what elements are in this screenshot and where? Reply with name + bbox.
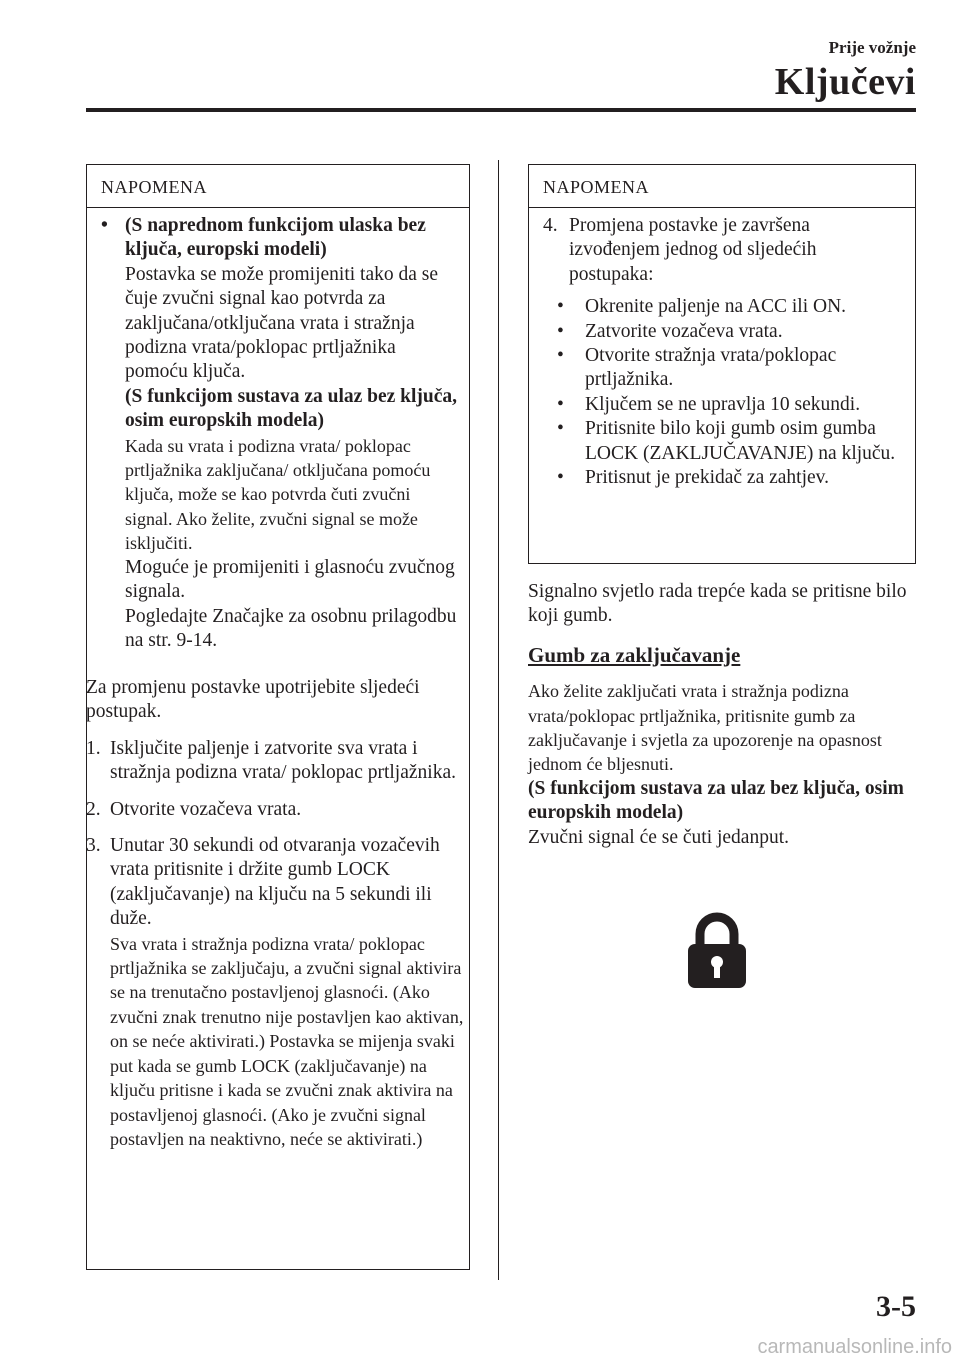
note-condition-title: (S naprednom funkcijom ulaska bez ključa, europski modeli)	[125, 215, 426, 261]
step-text: Unutar 30 sekundi od otvaranja vozačevih vrata pritisnite i držite gumb LOCK (zaključavanje) na ključu na 5 sekundi ili duže.	[110, 835, 440, 930]
step-number: 3.	[86, 835, 101, 857]
note-text-2: Kada su vrata i podizna vrata/ poklopac prtljažnika zaključana/ otključana pomoću ključa, može se kao potvrda čuti zvučni signal. Ako želite, zvučni signal se može isključiti.	[125, 435, 431, 554]
note-text-4: Pogledajte Značajke za osobnu prilagodbu na str. 9-14.	[125, 605, 457, 651]
completion-list	[543, 295, 905, 490]
procedure-step-1	[86, 737, 476, 786]
lock-condition: (S funkcijom sustava za ulaz bez ključa, osim europskih modela)	[528, 777, 904, 824]
signal-text: Signalno svjetlo rada trepće kada se pritisne bilo koji gumb.	[528, 581, 907, 627]
step-detail: Sva vrata i stražnja podizna vrata/ poklopac prtljažnika se zaključaju, a zvučni signal aktivira se na trenutačno postavljenoj glasnoći. (Ako zvučni znak trenutno nije postavljen kao aktivan, on se neće aktivirati.) Postavka se mijenja svaki put kada se gumb LOCK (zaključavanje) na ključu pritisne i kada se zvučni znak aktivira na postavljenoj glasnoći. (Ako je zvučni signal postavljen na neaktivno, neće se aktivirati.)	[110, 933, 464, 1149]
note-step-4	[543, 214, 905, 287]
lock-text: Ako želite zaključati vrata i stražnja podizna vrata/poklopac prtljažnika, pritisnite gumb za zaključavanje i svjetla za upozorenje na opasnost jednom će bljesnuti.	[528, 681, 882, 775]
note-heading: NAPOMENA	[529, 165, 915, 208]
note-condition-title-2: (S funkcijom sustava za ulaz bez ključa, osim europskih modela)	[125, 385, 458, 432]
step-text: Promjena postavke je završena izvođenjem jednog od sljedećih postupaka:	[569, 215, 817, 285]
procedure-section	[86, 676, 476, 1163]
header-rule	[86, 108, 916, 112]
list-item: • Pritisnite bilo koji gumb osim gumba LOCK (ZAKLJUČAVANJE) na ključu.	[557, 418, 896, 464]
note-heading: NAPOMENA	[87, 165, 469, 208]
step-text: Isključite paljenje i zatvorite sva vrata i stražnja podizna vrata/ poklopac prtljažnika.	[110, 737, 456, 784]
page-number: 3-5	[876, 1290, 916, 1323]
section-label	[829, 38, 916, 58]
procedure-step-2	[86, 798, 476, 822]
bullet-symbol: •	[557, 393, 564, 415]
step-number: 2.	[86, 798, 101, 820]
bullet-symbol: •	[557, 320, 564, 342]
bullet-symbol: •	[557, 418, 564, 440]
lock-section	[528, 580, 918, 850]
bullet-symbol: •	[557, 345, 564, 367]
note-bullet	[101, 214, 459, 653]
step-number: 1.	[86, 737, 101, 759]
list-item: • Otvorite stražnja vrata/poklopac prtljažnika.	[557, 345, 837, 391]
procedure-intro: Za promjenu postavke upotrijebite sljedeći postupak.	[86, 677, 420, 723]
note-text: Postavka se može promijeniti tako da se čuje zvučni signal kao potvrda za zaključana/otključana vrata i stražnja podizna vrata/poklopac prtljažnika pomoću ključa.	[125, 263, 439, 383]
list-item: • Pritisnut je prekidač za zahtjev.	[543, 466, 905, 490]
bullet-symbol: •	[557, 467, 564, 489]
page-title: Ključevi	[774, 61, 916, 103]
lock-heading: Gumb za zaključavanje	[528, 642, 741, 667]
watermark: carmanualsonline.info	[757, 1336, 952, 1358]
lock-icon	[686, 912, 748, 988]
bullet-symbol: •	[557, 296, 564, 318]
list-item: • Zatvorite vozačeva vrata.	[543, 320, 905, 344]
step-text: Otvorite vozačeva vrata.	[110, 798, 302, 820]
list-item: • Okrenite paljenje na ACC ili ON.	[543, 295, 905, 319]
section-title: Prije vožnje	[828, 38, 916, 57]
note-box-right	[528, 164, 916, 564]
note-text-3: Moguće je promijeniti i glasnoću zvučnog signala.	[125, 556, 455, 603]
bullet-symbol: •	[101, 215, 108, 236]
column-divider	[498, 160, 499, 1280]
lock-text-2: Zvučni signal će se čuti jedanput.	[528, 826, 790, 848]
procedure-step-3	[86, 834, 476, 1151]
step-number: 4.	[543, 215, 558, 236]
list-item: • Ključem se ne upravlja 10 sekundi.	[543, 393, 905, 417]
